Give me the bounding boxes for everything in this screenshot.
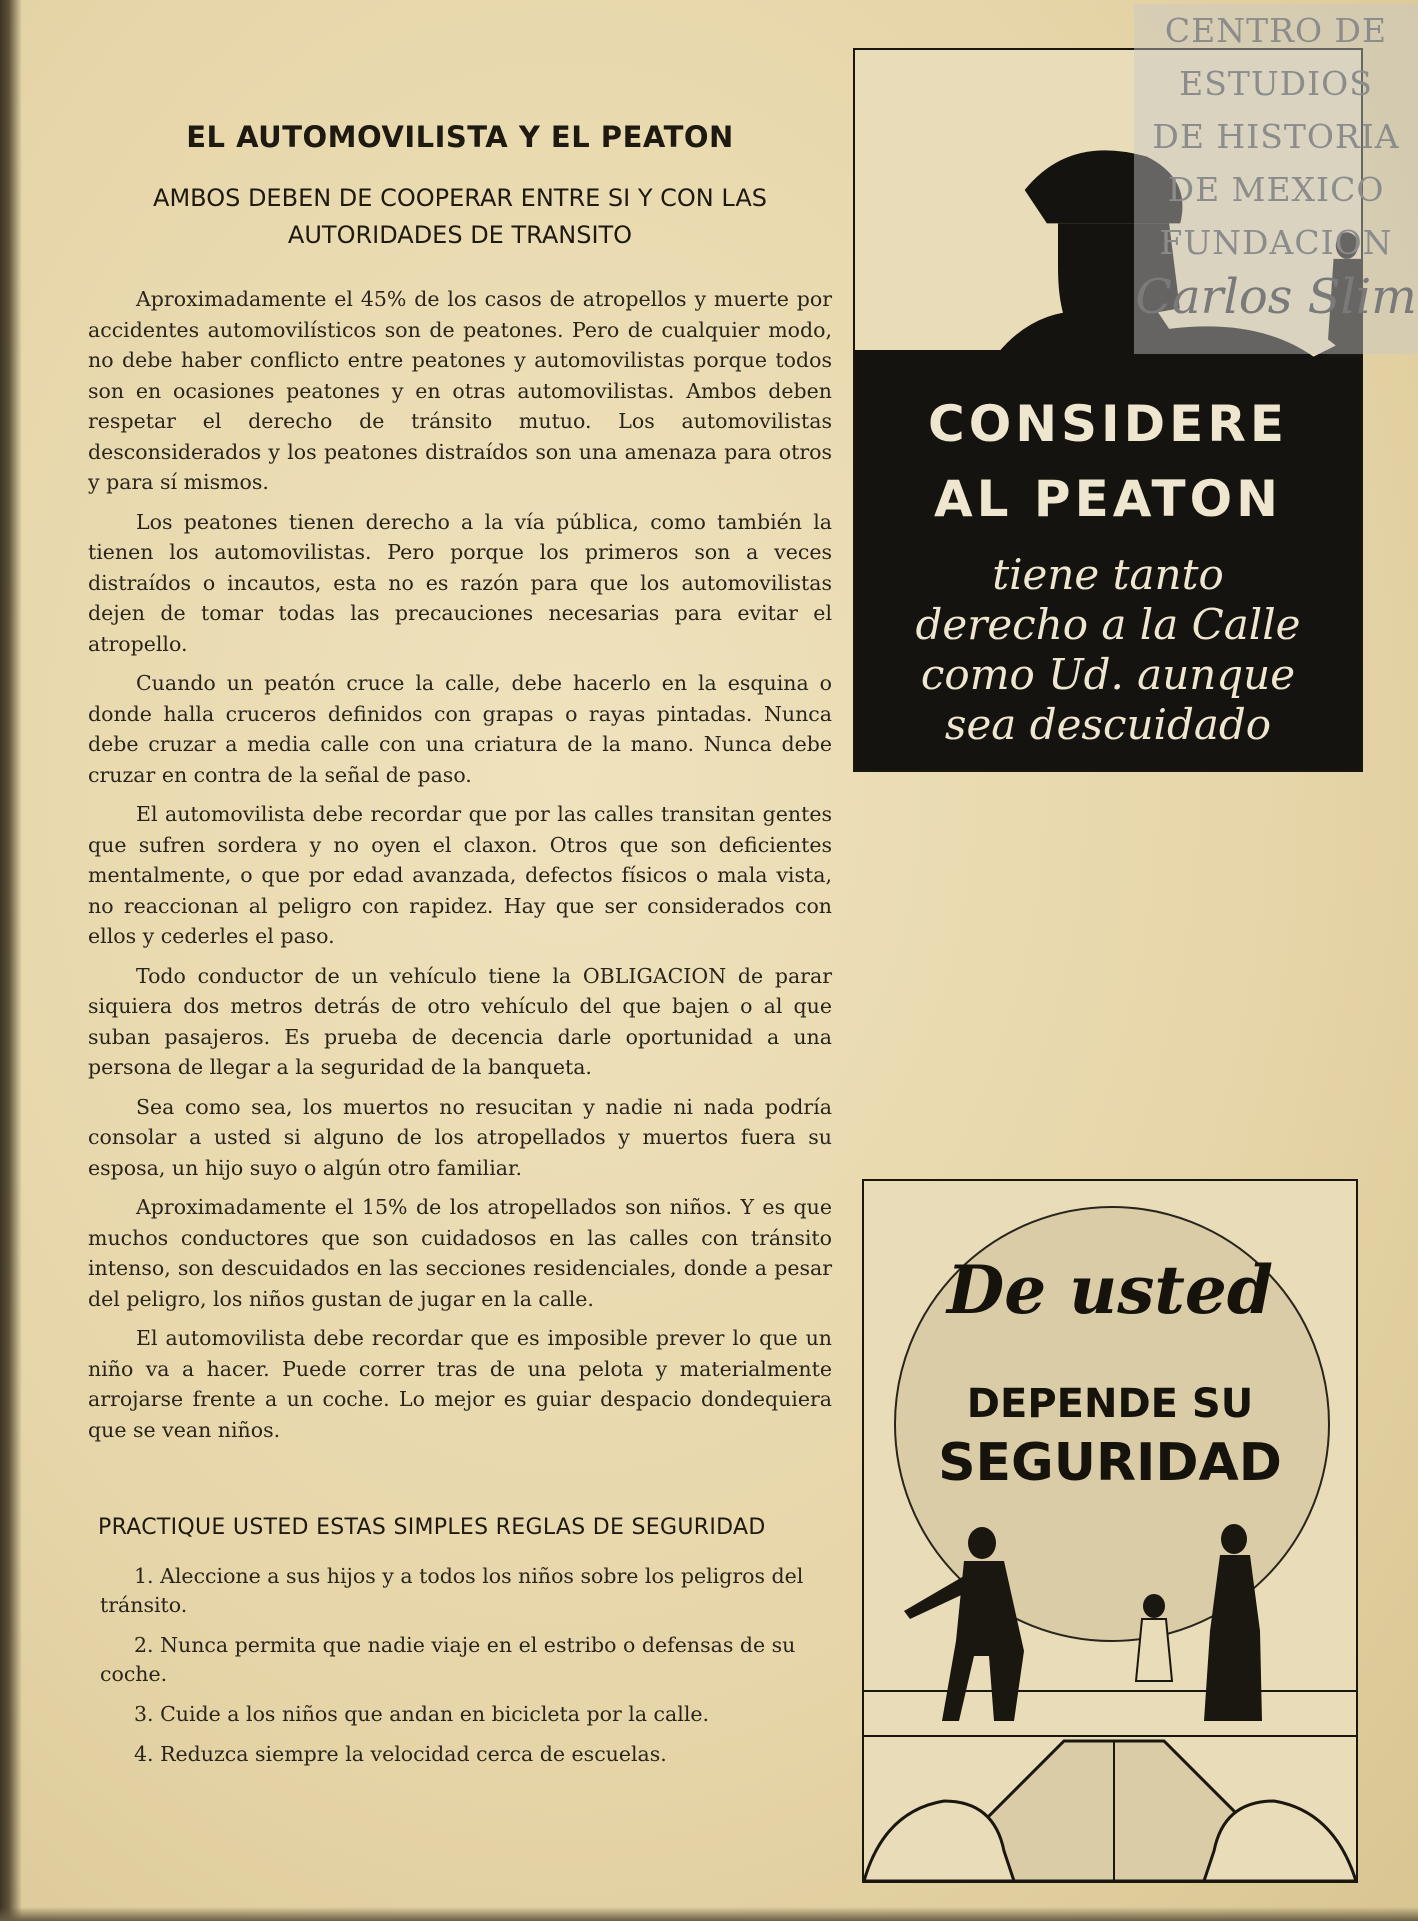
poster2-line2: SEGURIDAD [938,1433,1282,1493]
poster1-script1: tiene tanto [992,550,1224,599]
paragraph: Cuando un peatón cruce la calle, debe hacerlo en la esquina o donde halla cruceros definidos con grapas o rayas pintadas. Nunca debe cruzar a media calle con una criatura de la mano. Nunca debe cruzar en contra de la señal de paso. [88,671,832,787]
article-subtitle [88,180,832,254]
rule-item: 3. Cuide a los niños que andan en bicicleta por la calle. [134,1702,710,1726]
article-title: EL AUTOMOVILISTA Y EL PEATON [186,120,734,154]
archive-watermark [1134,4,1418,354]
subtitle-line-1: AMBOS DEBEN DE COOPERAR ENTRE SI Y CON LAS [153,184,767,212]
rule-item: 1. Aleccione a sus hijos y a todos los niños sobre los peligros del tránsito. [100,1564,804,1617]
watermark-line-2: ESTUDIOS [1179,64,1373,103]
rule-item: 2. Nunca permita que nadie viaje en el estribo o defensas de su coche. [100,1633,796,1686]
poster-depende-seguridad [862,1179,1358,1883]
car-and-pedestrians-illustration [864,1481,1356,1881]
paragraph: El automovilista debe recordar que por las calles transitan gentes que sufren sordera y no oyen el claxon. Otros que son deficientes mentalmente, o que por edad avanzada, defectos físicos o mala vista, no reaccionan al peligro con rapidez. Hay que ser considerados con ellos y cederles el paso. [88,802,832,948]
poster1-line1: CONSIDERE [928,395,1288,453]
paragraph: Aproximadamente el 45% de los casos de atropellos y muerte por accidentes automovilísticos son de peatones. Pero de cualquier modo, no debe haber conflicto entre peatones y automovilistas porque todos son en ocasiones peatones y en otras automovilistas. Ambos deben respetar el derecho de tránsito mutuo. Los automovilistas desconsiderados y los peatones distraídos son una amenaza para otros y para sí mismos. [88,287,832,494]
watermark-signature: Carlos Slim [1135,269,1417,325]
poster1-line2: AL PEATON [933,470,1283,528]
rule-item: 4. Reduzca siempre la velocidad cerca de escuelas. [134,1742,667,1766]
subtitle-line-2: AUTORIDADES DE TRANSITO [287,221,633,249]
rules-title: PRACTIQUE USTED ESTAS SIMPLES REGLAS DE SEGURIDAD [98,1515,766,1540]
poster2-script: De usted [947,1251,1273,1329]
paragraph: Todo conductor de un vehículo tiene la OBLIGACION de parar siquiera dos metros detrás de otro vehículo del que bajen o al que suban pasajeros. Es prueba de decencia darle oportunidad a una persona de llegar a la seguridad de la banqueta. [88,963,832,1079]
paragraph: Los peatones tienen derecho a la vía pública, como también la tienen los automovilistas. Pero porque los primeros son a veces distraídos o incautos, esta no es razón para que los automovilistas dejen de tomar todas las precauciones necesarias para evitar el atropello. [88,509,832,656]
poster1-script3: como Ud. aunque [920,650,1296,699]
poster2-line1: DEPENDE SU [966,1381,1254,1427]
article-column [88,120,832,1780]
watermark-line-4: DE MEXICO [1167,170,1385,209]
watermark-line-3: DE HISTORIA [1152,117,1400,156]
watermark-line-1: CENTRO DE [1164,11,1388,50]
poster1-script2: derecho a la Calle [915,600,1301,649]
page-bottom-shadow [0,1907,1418,1921]
paragraph: Aproximadamente el 15% de los atropellados son niños. Y es que muchos conductores que son cuidadosos en las calles con tránsito intenso, son descuidados en las secciones residenciales, donde a pesar del peligro, los niños gustan de jugar en la calle. [88,1195,832,1311]
paragraph: Sea como sea, los muertos no resucitan y nadie ni nada podría consolar a usted si alguno de los atropellados y muertos fuera su esposa, un hijo suyo o algún otro familiar. [88,1094,832,1180]
page-edge-shadow [0,0,22,1921]
paragraph: El automovilista debe recordar que es imposible prever lo que un niño va a hacer. Puede correr tras de una pelota y materialmente arrojarse frente a un coche. Lo mejor es guiar despacio dondequiera que se vean niños. [88,1326,832,1442]
poster1-script4: sea descuidado [944,700,1272,749]
watermark-line-5: FUNDACION [1159,223,1393,262]
